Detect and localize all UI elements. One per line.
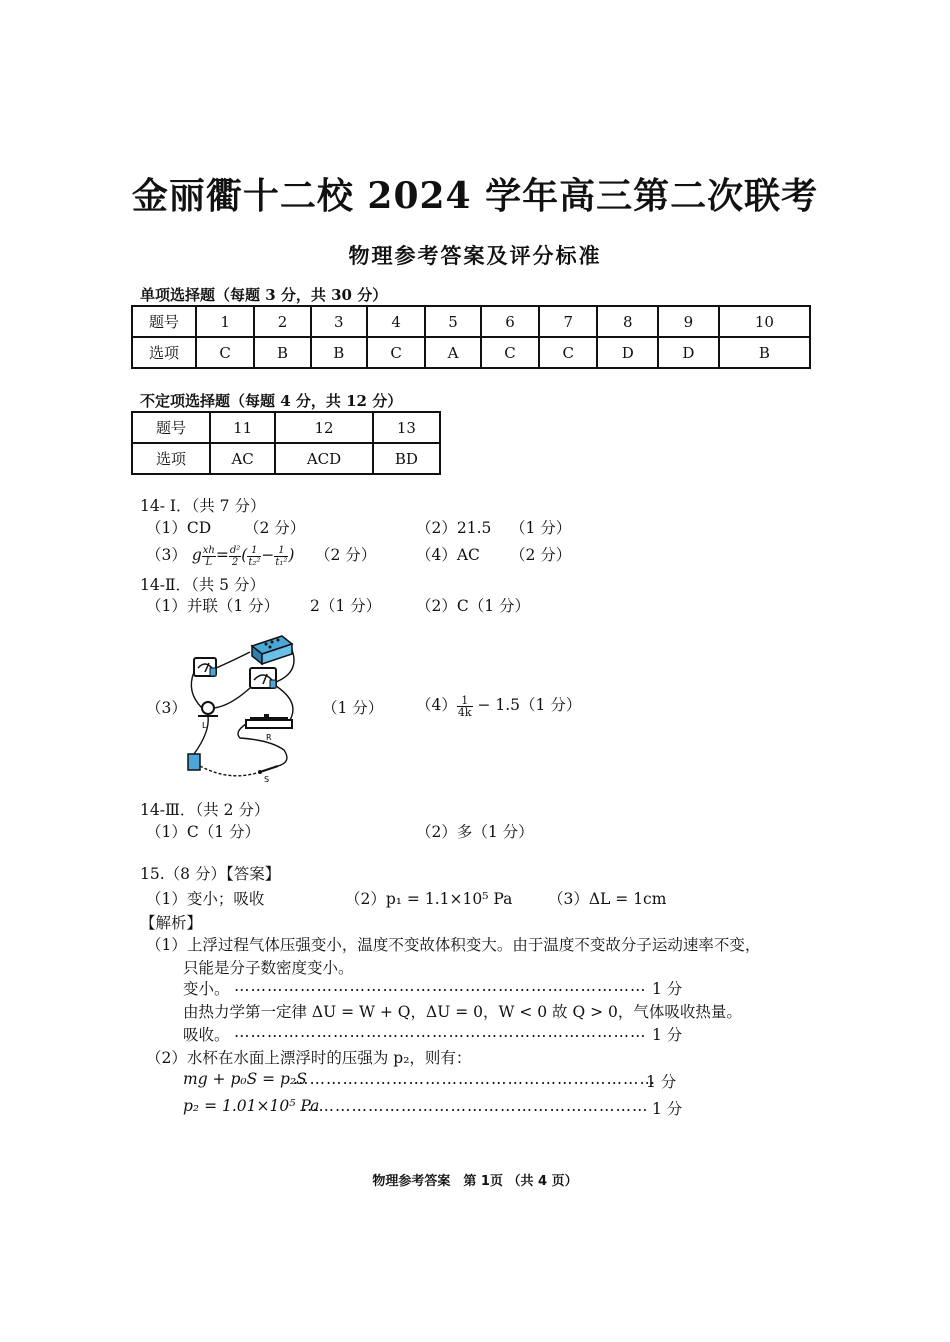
table-cell: 6 (481, 306, 539, 337)
table-cell: C (367, 337, 425, 368)
table-cell: 10 (719, 306, 810, 337)
q14-1-p3-prefix: （3） (146, 546, 187, 564)
q15-a1-line5-score: 1 分 (652, 1026, 683, 1044)
q14-2-p1: （1）并联（1 分） (146, 597, 280, 615)
dot-leader: ……………………………………………………… (302, 1097, 649, 1115)
table-cell: 1 (196, 306, 254, 337)
q15-a1-line3: 变小。 (183, 980, 230, 998)
table-cell: 9 (658, 306, 719, 337)
q14-2-p2: （2）C（1 分） (416, 597, 531, 615)
ammeter-icon (250, 668, 276, 688)
q14-3-heading: 14-Ⅲ．（共 2 分） (140, 801, 270, 819)
dot-leader: ………………………………………………………………… (234, 977, 647, 995)
q15-a2-line1: （2）水杯在水面上漂浮时的压强为 p₂，则有： (146, 1049, 472, 1067)
row-label: 选项 (132, 337, 196, 368)
q15-analysis-heading: 【解析】 (140, 914, 203, 932)
q14-1-p2: （2）21.5 (416, 519, 492, 537)
q14-3-p1: （1）C（1 分） (146, 823, 261, 841)
battery-icon (252, 636, 292, 664)
page-subtitle: 物理参考答案及评分标准 (348, 243, 602, 268)
table-cell: 2 (254, 306, 310, 337)
multi-choice-answer-row (132, 443, 440, 474)
q14-1-p3 (146, 543, 294, 568)
q15-ans2: （2）p₁ = 1.1×10⁵ Pa (345, 890, 513, 908)
q14-2-p3-score: （1 分） (322, 699, 384, 717)
table-cell: 11 (210, 412, 275, 443)
single-choice-answer-row (132, 337, 810, 368)
table-cell: 3 (311, 306, 367, 337)
table-cell: C (539, 337, 597, 368)
rheostat-icon (246, 714, 292, 742)
q14-2-p3-prefix: （3） (146, 699, 187, 717)
q15-heading: 15.（8 分）【答案】 (140, 865, 281, 883)
table-cell: 12 (275, 412, 373, 443)
table-cell: D (597, 337, 658, 368)
row-label: 选项 (132, 443, 210, 474)
table-cell: 7 (539, 306, 597, 337)
table-cell: B (311, 337, 367, 368)
voltmeter-icon (194, 658, 216, 676)
row-label: 题号 (132, 412, 210, 443)
q14-1-p4-score: （2 分） (510, 546, 572, 564)
table-cell: 5 (425, 306, 481, 337)
q15-a1-line4: 由热力学第一定律 ΔU = W + Q，ΔU = 0，W < 0 故 Q > 0，气体吸收热量。 (183, 1003, 742, 1021)
table-cell: ACD (275, 443, 373, 474)
svg-text:R: R (266, 733, 272, 742)
svg-text:L: L (202, 721, 207, 730)
table-cell: A (425, 337, 481, 368)
q14-2-p4-suffix: − 1.5（1 分） (477, 696, 582, 714)
multi-choice-heading: 不定项选择题（每题 4 分，共 12 分） (140, 392, 403, 410)
q14-1-p3-formula: g $\frac{xh}{L}$ = $\frac{\text{d²}}{2}$ ( $\frac{1}{\text{t₂²}}$ − $\frac{1}{\text{t₁²}}$ ) (191, 544, 295, 568)
table-cell: B (719, 337, 810, 368)
q15-a1-line3-score: 1 分 (652, 980, 683, 998)
q14-2-heading: 14-Ⅱ．（共 5 分） (140, 576, 265, 594)
q14-1-heading: 14- Ⅰ．（共 7 分） (140, 497, 266, 515)
cell-icon (188, 754, 200, 770)
q15-a2-line3: p₂ = 1.01×10⁵ Pa (183, 1097, 320, 1115)
q15-a1-line1: （1）上浮过程气体压强变小，温度不变故体积变大。由于温度不变故分子运动速率不变， (146, 936, 761, 954)
table-cell: 4 (367, 306, 425, 337)
q15-a2-line2: mg + p₀S = p₂S (183, 1070, 307, 1088)
table-cell: C (481, 337, 539, 368)
page-footer: 物理参考答案 第 1页 （共 4 页） (372, 1174, 578, 1189)
q15-ans3: （3）ΔL = 1cm (548, 890, 667, 908)
q14-2-p4-prefix: （4） (416, 696, 457, 714)
multi-choice-table (131, 411, 441, 475)
q15-a2-line2-score: 1 分 (646, 1073, 677, 1091)
q14-3-p2: （2）多（1 分） (416, 823, 534, 841)
q14-1-p4: （4）AC (416, 546, 480, 564)
q15-ans1: （1）变小；吸收 (146, 890, 265, 908)
table-cell: 13 (373, 412, 440, 443)
row-label: 题号 (132, 306, 196, 337)
dot-leader: ………………………………………………………… (293, 1070, 656, 1088)
q14-1-p1: （1）CD (146, 519, 212, 537)
q15-a1-line2: 只能是分子数密度变小。 (183, 959, 354, 977)
table-cell: D (658, 337, 719, 368)
table-cell: C (196, 337, 254, 368)
single-choice-question-row (132, 306, 810, 337)
svg-text:S: S (264, 775, 270, 782)
dot-leader: ………………………………………………………………… (234, 1023, 647, 1041)
q14-2-p1b: 2（1 分） (310, 597, 382, 615)
switch-icon (258, 766, 278, 782)
table-cell: B (254, 337, 310, 368)
q14-1-p2-score: （1 分） (510, 519, 572, 537)
single-choice-table (131, 305, 811, 369)
circuit-diagram (180, 632, 310, 782)
multi-choice-question-row (132, 412, 440, 443)
q14-2-p4-fraction: $\frac{1}{4k}$ (457, 693, 472, 719)
table-cell: BD (373, 443, 440, 474)
single-choice-heading: 单项选择题（每题 3 分，共 30 分） (140, 286, 388, 304)
q14-1-p3-score: （2 分） (315, 546, 377, 564)
table-cell: AC (210, 443, 275, 474)
q14-2-p4 (416, 693, 581, 718)
page-title: 金丽衢十二校 2024 学年高三第二次联考 (131, 175, 819, 217)
q15-a2-line3-score: 1 分 (652, 1100, 683, 1118)
q14-1-p1-score: （2 分） (244, 519, 306, 537)
table-cell: 8 (597, 306, 658, 337)
q15-a1-line5: 吸收。 (183, 1026, 230, 1044)
